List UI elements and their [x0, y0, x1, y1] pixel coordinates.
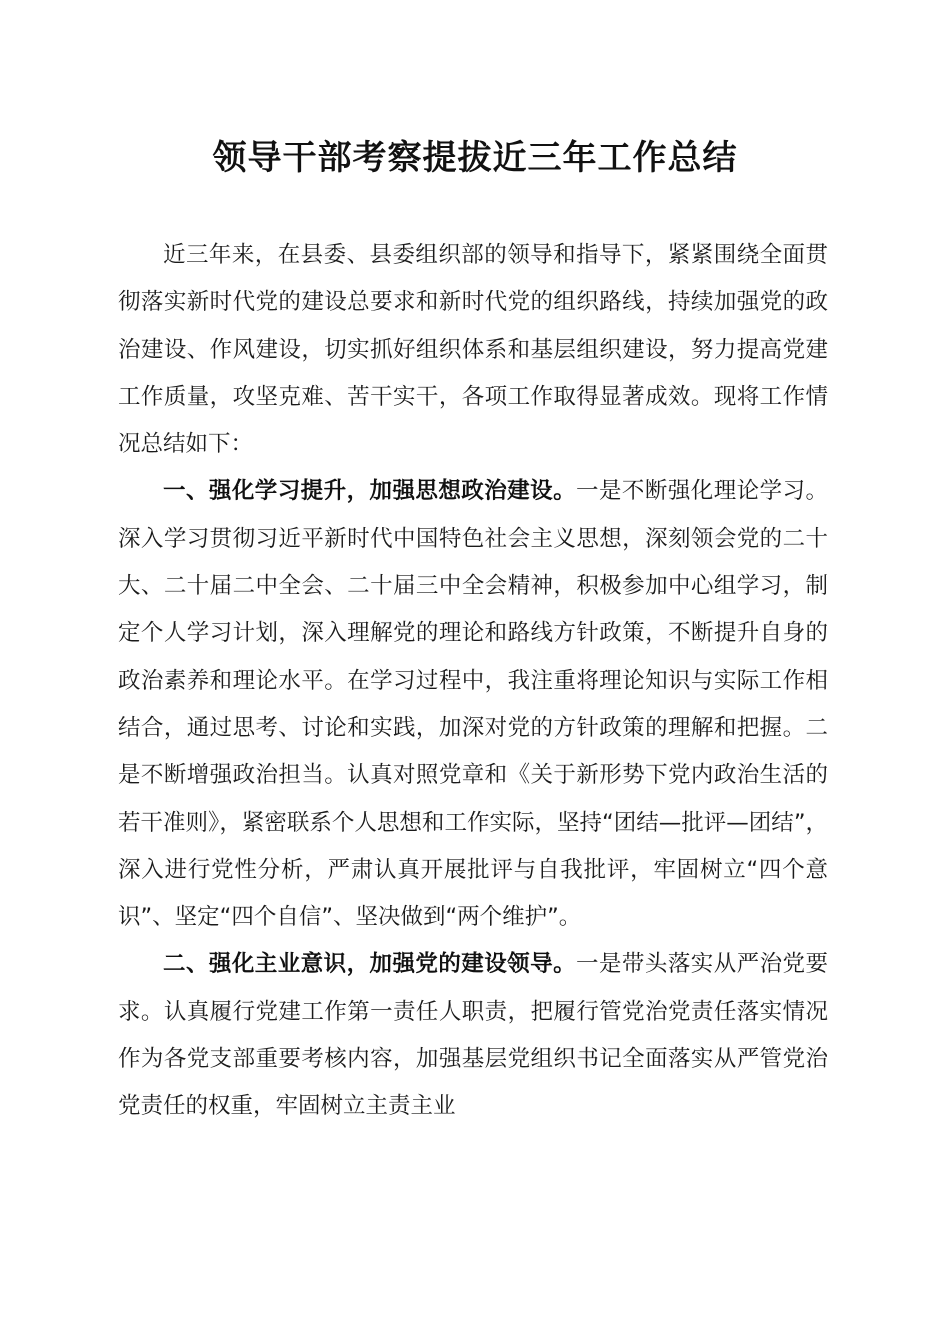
section-heading: 二、强化主业意识，加强党的建设领导。 [163, 951, 577, 978]
section-heading: 一、强化学习提升，加强思想政治建设。 [163, 478, 577, 505]
section-paragraph [118, 468, 828, 941]
document-title: 领导干部考察提拔近三年工作总结 [212, 138, 738, 178]
section-paragraph [118, 941, 828, 1130]
document-body [118, 232, 828, 1131]
section-body: 一是带头落实从严治党要求。认真履行党建工作第一责任人职责，把履行管党治党责任落实情况作为各党支部重要考核内容，加强基层党组织书记全面落实从严管党治党责任的权重，牢固树立主责主业 [118, 951, 828, 1120]
intro-paragraph: 近三年来，在县委、县委组织部的领导和指导下，紧紧围绕全面贯彻落实新时代党的建设总要求和新时代党的组织路线，持续加强党的政治建设、作风建设，切实抓好组织体系和基层组织建设，努力提高党建工作质量，攻坚克难、苦干实干，各项工作取得显著成效。现将工作情况总结如下： [118, 242, 828, 458]
section-body: 一是不断强化理论学习。深入学习贯彻习近平新时代中国特色社会主义思想，深刻领会党的二十大、二十届二中全会、二十届三中全会精神，积极参加中心组学习，制定个人学习计划，深入理解党的理论和路线方针政策，不断提升自身的政治素养和理论水平。在学习过程中，我注重将理论知识与实际工作相结合，通过思考、讨论和实践，加深对党的方针政策的理解和把握。二是不断增强政治担当。认真对照党章和《关于新形势下党内政治生活的若干准则》，紧密联系个人思想和工作实际，坚持“团结—批评—团结”，深入进行党性分析，严肃认真开展批评与自我批评，牢固树立“四个意识”、坚定“四个自信”、坚决做到“两个维护”。 [118, 478, 828, 931]
